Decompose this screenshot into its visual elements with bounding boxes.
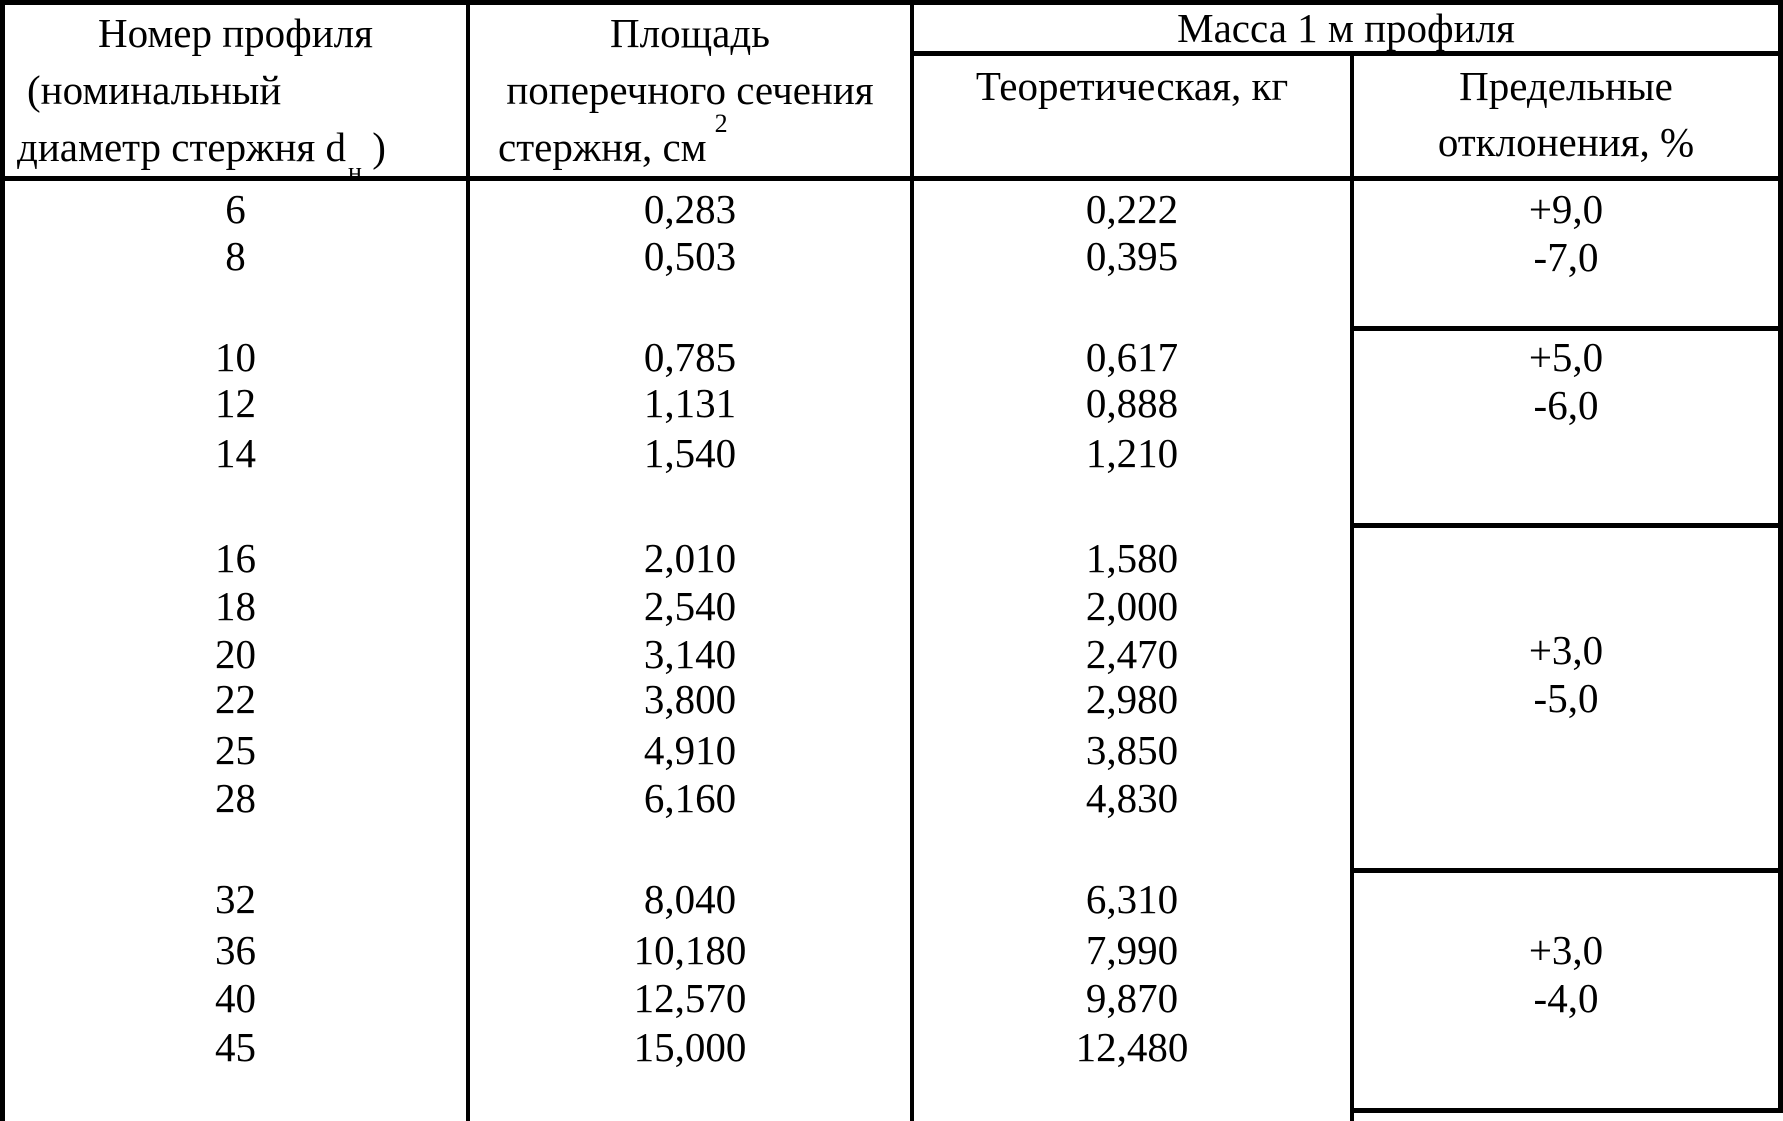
header-col-area-line3-text: стержня, см <box>498 124 707 170</box>
header-col-profile-line1: Номер профиля <box>98 10 373 56</box>
cell-profile-32: 32 <box>215 876 256 922</box>
cell-area-20: 3,140 <box>643 631 737 677</box>
cell-mass-16: 1,580 <box>1085 535 1179 581</box>
header-col-profile-line3-paren: ) <box>361 124 386 170</box>
header-col-profile <box>5 5 466 187</box>
cell-profile-20: 20 <box>215 631 256 677</box>
cell-profile-36: 36 <box>215 927 256 973</box>
cell-mass-6: 0,222 <box>1085 186 1179 232</box>
cell-mass-8: 0,395 <box>1085 233 1179 279</box>
cell-area-22: 3,800 <box>643 676 737 722</box>
cell-area-36: 10,180 <box>633 927 747 973</box>
tolerance-group-3 <box>1354 525 1778 870</box>
header-col-area-line3 <box>470 109 910 176</box>
cell-mass-20: 2,470 <box>1085 631 1179 677</box>
cell-profile-40: 40 <box>215 975 256 1021</box>
cell-area-6: 0,283 <box>643 186 737 232</box>
cell-mass-18: 2,000 <box>1085 583 1179 629</box>
header-mass-theoretical: Теоретическая, кг <box>975 63 1289 109</box>
header-col-area-line1: Площадь <box>610 10 770 56</box>
cell-mass-14: 1,210 <box>1085 430 1179 476</box>
cell-mass-45: 12,480 <box>1075 1024 1189 1070</box>
tolerance-group-4 <box>1354 870 1778 1110</box>
tolerance-plus: +5,0 <box>1528 334 1604 380</box>
cell-mass-28: 4,830 <box>1085 775 1179 821</box>
cell-area-14: 1,540 <box>643 430 737 476</box>
tolerance-plus: +3,0 <box>1528 927 1604 973</box>
cm-squared-superscript: 2 <box>714 109 728 139</box>
cell-mass-32: 6,310 <box>1085 876 1179 922</box>
cell-area-25: 4,910 <box>643 727 737 773</box>
cell-mass-25: 3,850 <box>1085 727 1179 773</box>
header-col-profile-line3 <box>5 119 466 187</box>
cell-area-28: 6,160 <box>643 775 737 821</box>
header-col-profile-line3-text: диаметр стержня d <box>17 124 347 170</box>
column-mass-values <box>914 178 1350 1121</box>
column-area-values <box>470 178 910 1121</box>
cell-profile-8: 8 <box>225 233 246 279</box>
cell-area-32: 8,040 <box>643 876 737 922</box>
cell-profile-12: 12 <box>215 380 256 426</box>
tolerance-minus: -4,0 <box>1533 975 1599 1021</box>
tolerance-group-1 <box>1354 178 1778 328</box>
cell-profile-22: 22 <box>215 676 256 722</box>
cell-profile-14: 14 <box>215 430 256 476</box>
cell-profile-25: 25 <box>215 727 256 773</box>
cell-area-40: 12,570 <box>633 975 747 1021</box>
cell-area-8: 0,503 <box>643 233 737 279</box>
cell-profile-6: 6 <box>225 186 246 232</box>
cell-area-12: 1,131 <box>643 380 737 426</box>
cell-area-16: 2,010 <box>643 535 737 581</box>
cell-mass-36: 7,990 <box>1085 927 1179 973</box>
table-border-right <box>1778 0 1783 1113</box>
cell-mass-12: 0,888 <box>1085 380 1179 426</box>
header-tolerance-line2: отклонения, % <box>1437 119 1695 165</box>
cell-area-45: 15,000 <box>633 1024 747 1070</box>
cell-area-18: 2,540 <box>643 583 737 629</box>
column-profile-values <box>5 178 466 1121</box>
header-tolerance <box>1354 58 1778 170</box>
diameter-subscript: н <box>348 157 362 187</box>
tolerance-minus: -7,0 <box>1533 234 1599 280</box>
cell-profile-10: 10 <box>215 334 256 380</box>
tolerance-plus: +9,0 <box>1528 186 1604 232</box>
cell-mass-10: 0,617 <box>1085 334 1179 380</box>
cell-area-10: 0,785 <box>643 334 737 380</box>
tolerance-plus: +3,0 <box>1528 627 1604 673</box>
cell-profile-18: 18 <box>215 583 256 629</box>
cell-profile-16: 16 <box>215 535 256 581</box>
tolerance-group-2 <box>1354 328 1778 525</box>
tolerance-minus: -6,0 <box>1533 382 1599 428</box>
cell-mass-40: 9,870 <box>1085 975 1179 1021</box>
cell-profile-45: 45 <box>215 1024 256 1070</box>
header-mass-span-text: Масса 1 м профиля <box>1177 5 1515 51</box>
cell-mass-22: 2,980 <box>1085 676 1179 722</box>
cell-profile-28: 28 <box>215 775 256 821</box>
header-col-area-line2: поперечного сечения <box>506 67 874 113</box>
header-col-profile-line2: (номинальный <box>27 67 282 113</box>
tolerance-minus: -5,0 <box>1533 675 1599 721</box>
column-tolerance-groups <box>1354 178 1778 1121</box>
header-col-area <box>470 5 910 176</box>
header-tolerance-line1: Предельные <box>1459 63 1673 109</box>
